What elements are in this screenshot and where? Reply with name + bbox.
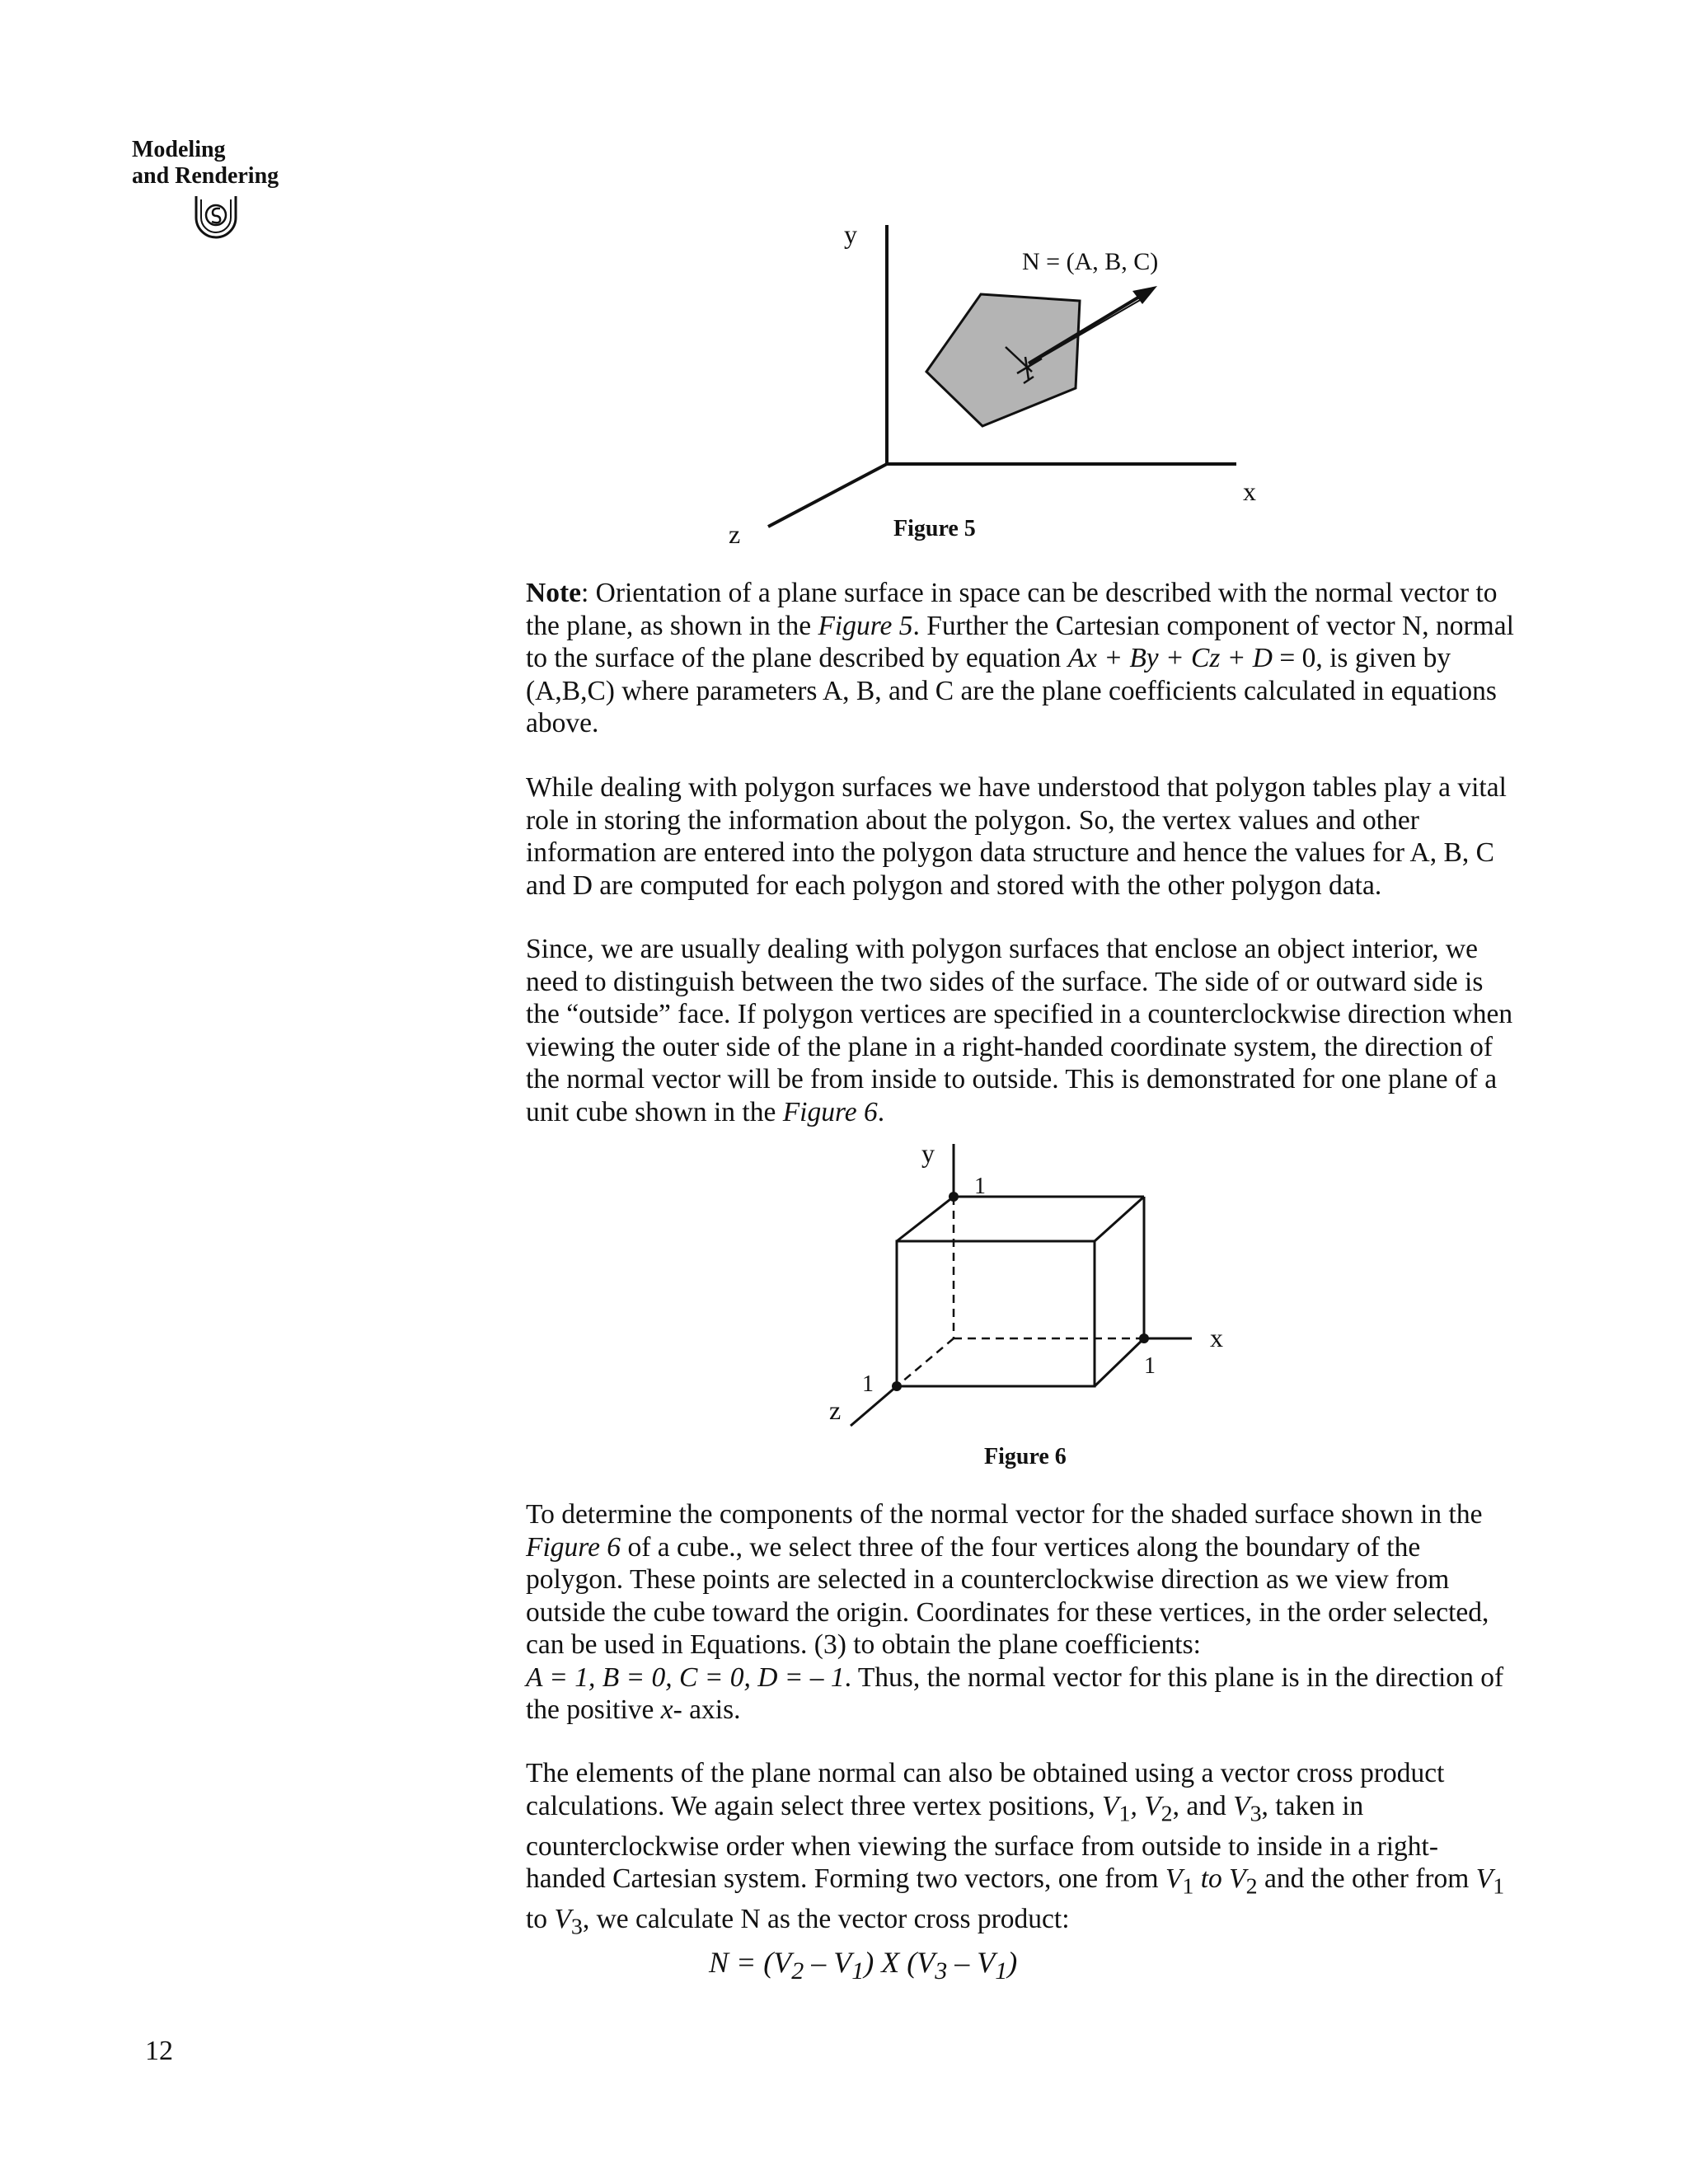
- paragraph-cross-product: The elements of the plane normal can also be obtained using a vector cross product calculations. We again select three vertex positions, $V_1$, $V_2$, and $V_3$, taken in counterclockwise order when viewing the surface from outside to inside in a right-handed Cartesian system. Forming two vectors, one from $V_1$ to $V_2$ and the other from $V_1$ to $V_3$, we calculate N as the vector cross product:: [526, 1758, 1505, 1941]
- fig6-x-label: x: [1210, 1323, 1223, 1352]
- fig6-z-axis: [851, 1386, 897, 1426]
- figure-5-reference: Figure 5: [818, 610, 913, 641]
- fig6-tick-x: 1: [1144, 1353, 1156, 1379]
- note-label: Note: [526, 578, 581, 608]
- paragraph-polygon-tables: While dealing with polygon surfaces we have understood that polygon tables play a vital role in storing the information about the polygon. So, the vertex values and other information are entered into the polygon data structure and hence the values for A, B, C and D are computed for each polygon and stored with the other polygon data.: [526, 772, 1507, 901]
- university-emblem-icon: [190, 188, 242, 241]
- paragraph-outside-face: Since, we are usually dealing with polygon surfaces that enclose an object interior, we need to distinguish between the two sides of the surface. The side of or outward side is the “outside” face. If polygon vertices are specified in a counterclockwise direction when viewing the outer side of the plane in a right-handed coordinate system, the direction of the normal vector will be from inside to outside. This is demonstrated for one plane of a unit cube shown in the Figure 6.: [526, 934, 1513, 1127]
- fig6-vertex-z: [892, 1381, 902, 1391]
- fig5-x-label: x: [1243, 476, 1256, 506]
- running-header: [132, 137, 279, 190]
- figure-5-diagram: [725, 218, 1302, 548]
- header-line-2: and Rendering: [132, 163, 279, 189]
- figure-6-reference: Figure 6: [782, 1096, 878, 1127]
- fig5-plane-polygon: [926, 294, 1080, 426]
- fig5-z-label: z: [729, 519, 741, 548]
- figure-5-caption: Figure 5: [893, 516, 976, 541]
- figure-6-reference-2: Figure 6: [526, 1531, 621, 1563]
- fig6-tick-y: 1: [974, 1174, 986, 1199]
- page-number: 12: [145, 2036, 173, 2066]
- figure-6-caption: Figure 6: [984, 1444, 1067, 1469]
- figure-6-cube-diagram: [824, 1137, 1253, 1442]
- fig6-tick-z: 1: [862, 1371, 874, 1397]
- fig5-normal-label: N = (A, B, C): [1022, 248, 1159, 275]
- plane-coefficients: A = 1, B = 0, C = 0, D = – 1: [526, 1661, 845, 1693]
- fig6-z-label: z: [829, 1395, 842, 1425]
- paragraph-cube-normal: To determine the components of the normal vector for the shaded surface shown in the Figure 6 of a cube., we select three of the four vertices along the boundary of the polygon. These points are selected in a counterclockwise direction as we view from outside the cube toward the origin. Coordinates for these vertices, in the order selected, can be used in Equations. (3) to obtain the plane coefficients: A = 1, B = 0, C = 0, D = – 1. Thus, the normal vector for this plane is in the direction of the positive x- axis.: [526, 1499, 1504, 1725]
- fig5-y-label: y: [844, 219, 857, 249]
- header-line-1: Modeling: [132, 137, 226, 162]
- fig6-vertex-x: [1139, 1333, 1149, 1343]
- fig6-y-label: y: [921, 1138, 935, 1168]
- fig5-z-axis: [768, 464, 887, 527]
- fig6-front-face: [897, 1241, 1095, 1386]
- fig6-vertex-y: [949, 1192, 959, 1202]
- paragraph-note: Note: Orientation of a plane surface in space can be described with the normal vector to the plane, as shown in the Figure 5. Further the Cartesian component of vector N, normal to the surface of the plane described by equation Ax + By + Cz + D = 0, is given by (A,B,C) where parameters A, B, and C are the plane coefficients calculated in equations above.: [526, 578, 1514, 738]
- plane-equation: Ax + By + Cz + D: [1067, 643, 1273, 673]
- cross-product-formula: $N = (V_2 - V_1)$ X $(V_3 - V_1)$: [709, 1946, 1018, 1985]
